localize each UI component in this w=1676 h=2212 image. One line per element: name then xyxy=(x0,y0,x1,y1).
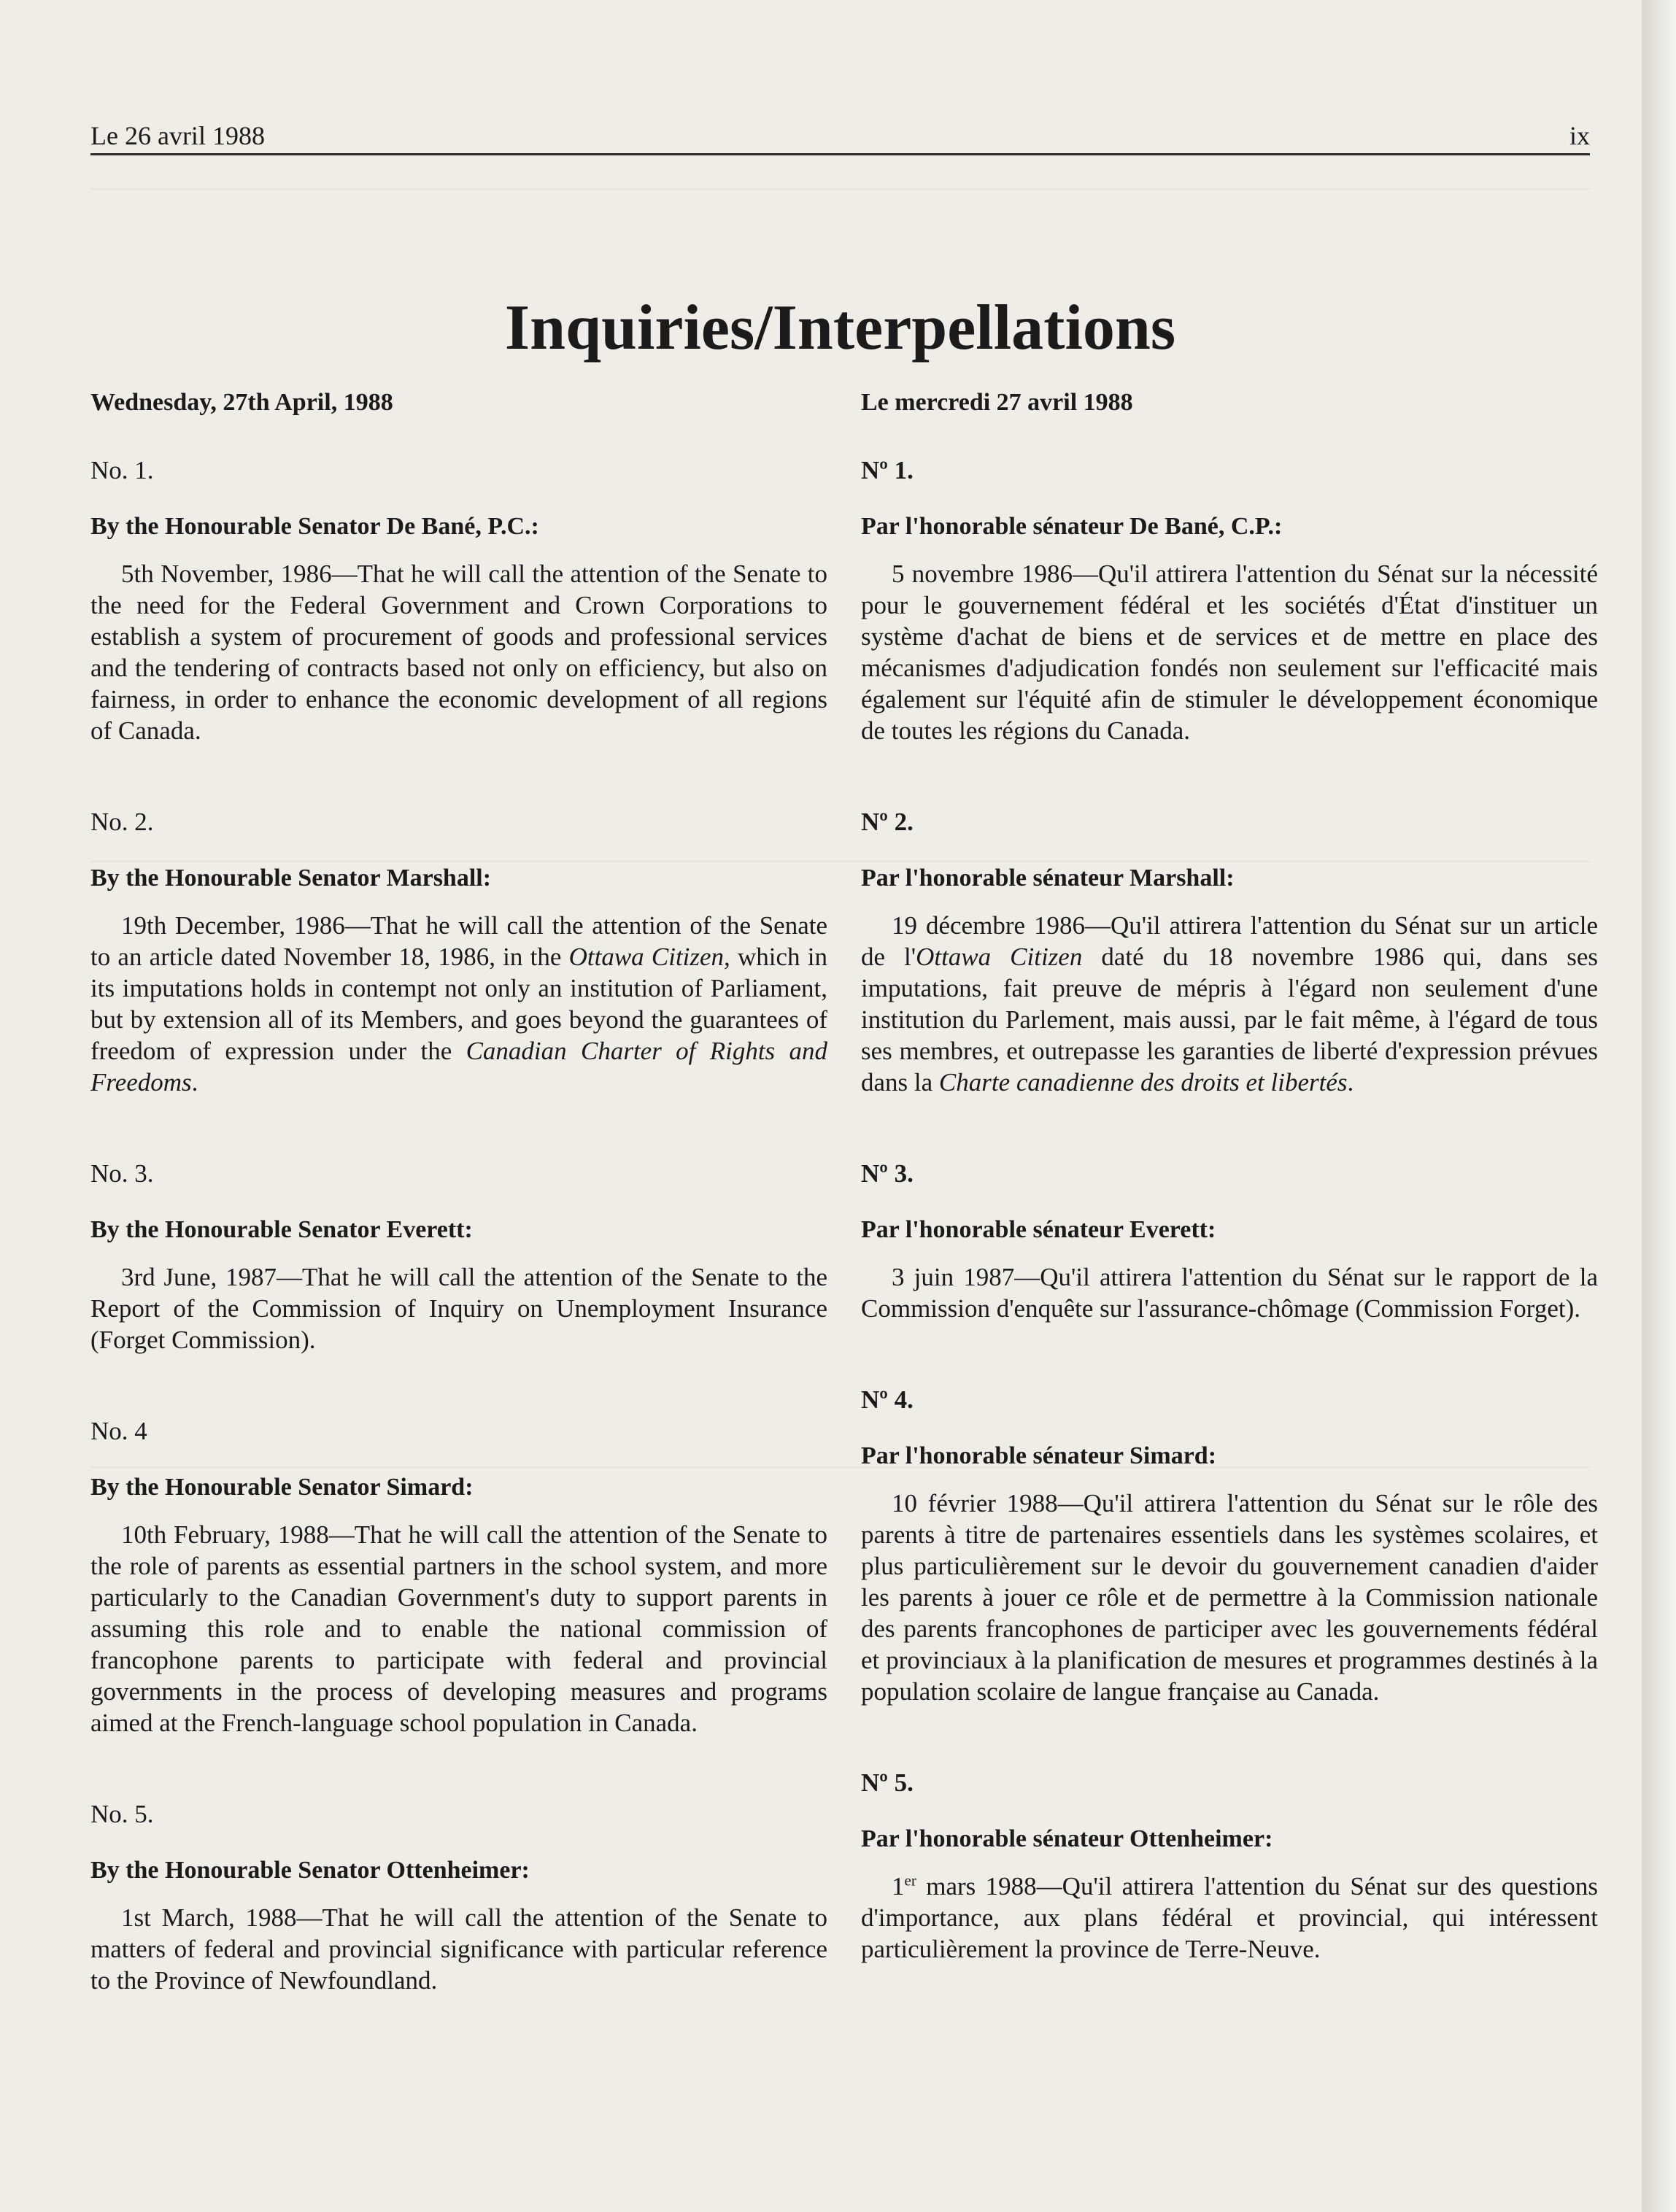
entry-text xyxy=(861,1871,1598,1965)
inquiry-entry xyxy=(861,1384,1598,1707)
ordinal-suffix: er xyxy=(904,1871,916,1890)
entry-number: Nº 2. xyxy=(861,808,914,836)
entry-sponsor: By the Honourable Senator Ottenheimer: xyxy=(90,1857,530,1884)
entry-number: No. 1. xyxy=(90,456,154,484)
entry-sponsor: By the Honourable Senator De Bané, P.C.: xyxy=(90,513,539,540)
inquiry-entry xyxy=(90,806,827,1098)
entry-text-part: which in its imputations holds in contempt not only an institution of Parliament, but by extension all of its Members, and goes beyond the guarantees of freedom of expression under the xyxy=(90,943,827,1065)
inquiry-entry xyxy=(90,1158,827,1356)
entry-text-part: daté du 18 novembre 1986 qui, dans ses imputations, fait preuve de mépris à l'égard non seulement d'une institution du Parlement, mais aussi, par le fait même, à l'égard de tous ses membres, et outrepasse les garanties de liberté d'expression prévues dans la xyxy=(861,943,1598,1097)
inquiry-entry xyxy=(861,455,1598,746)
entry-text-part: 19 décembre 1986—Qu'il attirera l'attention du Sénat sur un article de l' xyxy=(861,911,1598,971)
entry-sponsor: By the Honourable Senator Everett: xyxy=(90,1216,473,1243)
entry-sponsor: By the Honourable Senator Simard: xyxy=(90,1474,474,1501)
entry-sponsor: By the Honourable Senator Marshall: xyxy=(90,865,492,892)
inquiry-entry xyxy=(90,1798,827,1996)
publication-title: Ottawa Citizen xyxy=(916,943,1083,971)
entry-sponsor: Par l'honorable sénateur Simard: xyxy=(861,1442,1217,1469)
entry-number: No. 4 xyxy=(90,1417,147,1445)
inquiry-entry xyxy=(861,1158,1598,1324)
entry-text-part: mars 1988—Qu'il attirera l'attention du Sénat sur des questions d'importance, aux plans fédéral et provincial, qui intéressent particulièrement la province de Terre-Neuve. xyxy=(861,1872,1598,1963)
charter-title: Charte canadienne des droits et libertés xyxy=(938,1068,1348,1097)
entry-number: No. 5. xyxy=(90,1800,154,1828)
entry-text: 3rd June, 1987—That he will call the attention of the Senate to the Report of the Commission of Inquiry on Unemployment Insurance (Forget Commission). xyxy=(90,1263,827,1354)
date-heading: Le mercredi 27 avril 1988 xyxy=(861,389,1133,416)
inquiry-entry xyxy=(861,1767,1598,1965)
inquiry-entry xyxy=(90,1415,827,1739)
inquiry-entry xyxy=(861,806,1598,1098)
entry-number: Nº 4. xyxy=(861,1385,914,1414)
entry-text: 5th November, 1986—That he will call the attention of the Senate to the need for the Federal Government and Crown Corporations to establish a system of procurement of goods and professional services and the tendering of contracts based not only on efficiency, but also on fairness, in order to enhance the economic development of all regions of Canada. xyxy=(90,560,827,745)
date-heading: Wednesday, 27th April, 1988 xyxy=(90,389,393,416)
bleed-through-line xyxy=(90,188,1590,190)
french-column xyxy=(861,387,1598,1965)
page-edge xyxy=(1642,0,1676,2212)
entry-text-part: . xyxy=(191,1068,198,1097)
entry-text-part: . xyxy=(1347,1068,1354,1097)
entry-text-part: 19th December, 1986—That he will call the attention of the Senate to an article dated November 18, 1986, in the xyxy=(90,911,827,971)
entry-text: 10 février 1988—Qu'il attirera l'attention du Sénat sur le rôle des parents à titre de partenaires essentiels dans les systèmes scolaires, et plus particulièrement sur le devoir du gouvernement canadien d'aider les parents à jouer ce rôle et de permettre à la Commission nationale des parents francophones de participer avec les gouvernements fédéral et provinciaux à la planification de mesures et programmes destinés à la population scolaire de langue française au Canada. xyxy=(861,1489,1598,1706)
publication-title: Ottawa Citizen, xyxy=(568,943,730,971)
entry-text: 10th February, 1988—That he will call the attention of the Senate to the role of parents as essential partners in the school system, and more particularly to the Canadian Government's duty to support parents in assuming this role and to enable the national commission of francophone parents to participate with federal and provincial governments in the process of developing measures and programs aimed at the French-language school population in Canada. xyxy=(90,1520,827,1737)
entry-sponsor: Par l'honorable sénateur Everett: xyxy=(861,1216,1216,1243)
entry-text xyxy=(861,910,1598,1098)
entry-text xyxy=(90,910,827,1098)
running-head-date: Le 26 avril 1988 xyxy=(90,121,265,150)
entry-text: 5 novembre 1986—Qu'il attirera l'attention du Sénat sur la nécessité pour le gouvernement fédéral et les sociétés d'État d'instituer un système d'achat de biens et de services et de mettre en place des mécanismes d'adjudication fondés non seulement sur l'efficacité mais également sur l'équité afin de stimuler le développement économique de toutes les régions du Canada. xyxy=(861,560,1598,745)
entry-sponsor: Par l'honorable sénateur Ottenheimer: xyxy=(861,1825,1273,1852)
entry-number: Nº 3. xyxy=(861,1159,914,1188)
entry-day: 1 xyxy=(892,1872,905,1900)
charter-title: Canadian Charter of Rights and Freedoms xyxy=(90,1037,827,1097)
english-column xyxy=(90,387,827,1996)
running-head xyxy=(90,118,1590,155)
entry-number: Nº 5. xyxy=(861,1768,914,1797)
entry-sponsor: Par l'honorable sénateur De Bané, C.P.: xyxy=(861,513,1283,540)
entry-text: 1st March, 1988—That he will call the attention of the Senate to matters of federal and provincial significance with particular reference to the Province of Newfoundland. xyxy=(90,1903,827,1995)
entry-number: Nº 1. xyxy=(861,456,914,484)
page-number: ix xyxy=(1569,121,1590,150)
entry-sponsor: Par l'honorable sénateur Marshall: xyxy=(861,865,1235,892)
inquiry-entry xyxy=(90,455,827,746)
entry-number: No. 2. xyxy=(90,808,154,836)
page-title: Inquiries/Interpellations xyxy=(504,293,1176,363)
entry-number: No. 3. xyxy=(90,1159,154,1188)
entry-text: 3 juin 1987—Qu'il attirera l'attention du Sénat sur le rapport de la Commission d'enquête sur l'assurance-chômage (Commission Forget). xyxy=(861,1263,1598,1323)
